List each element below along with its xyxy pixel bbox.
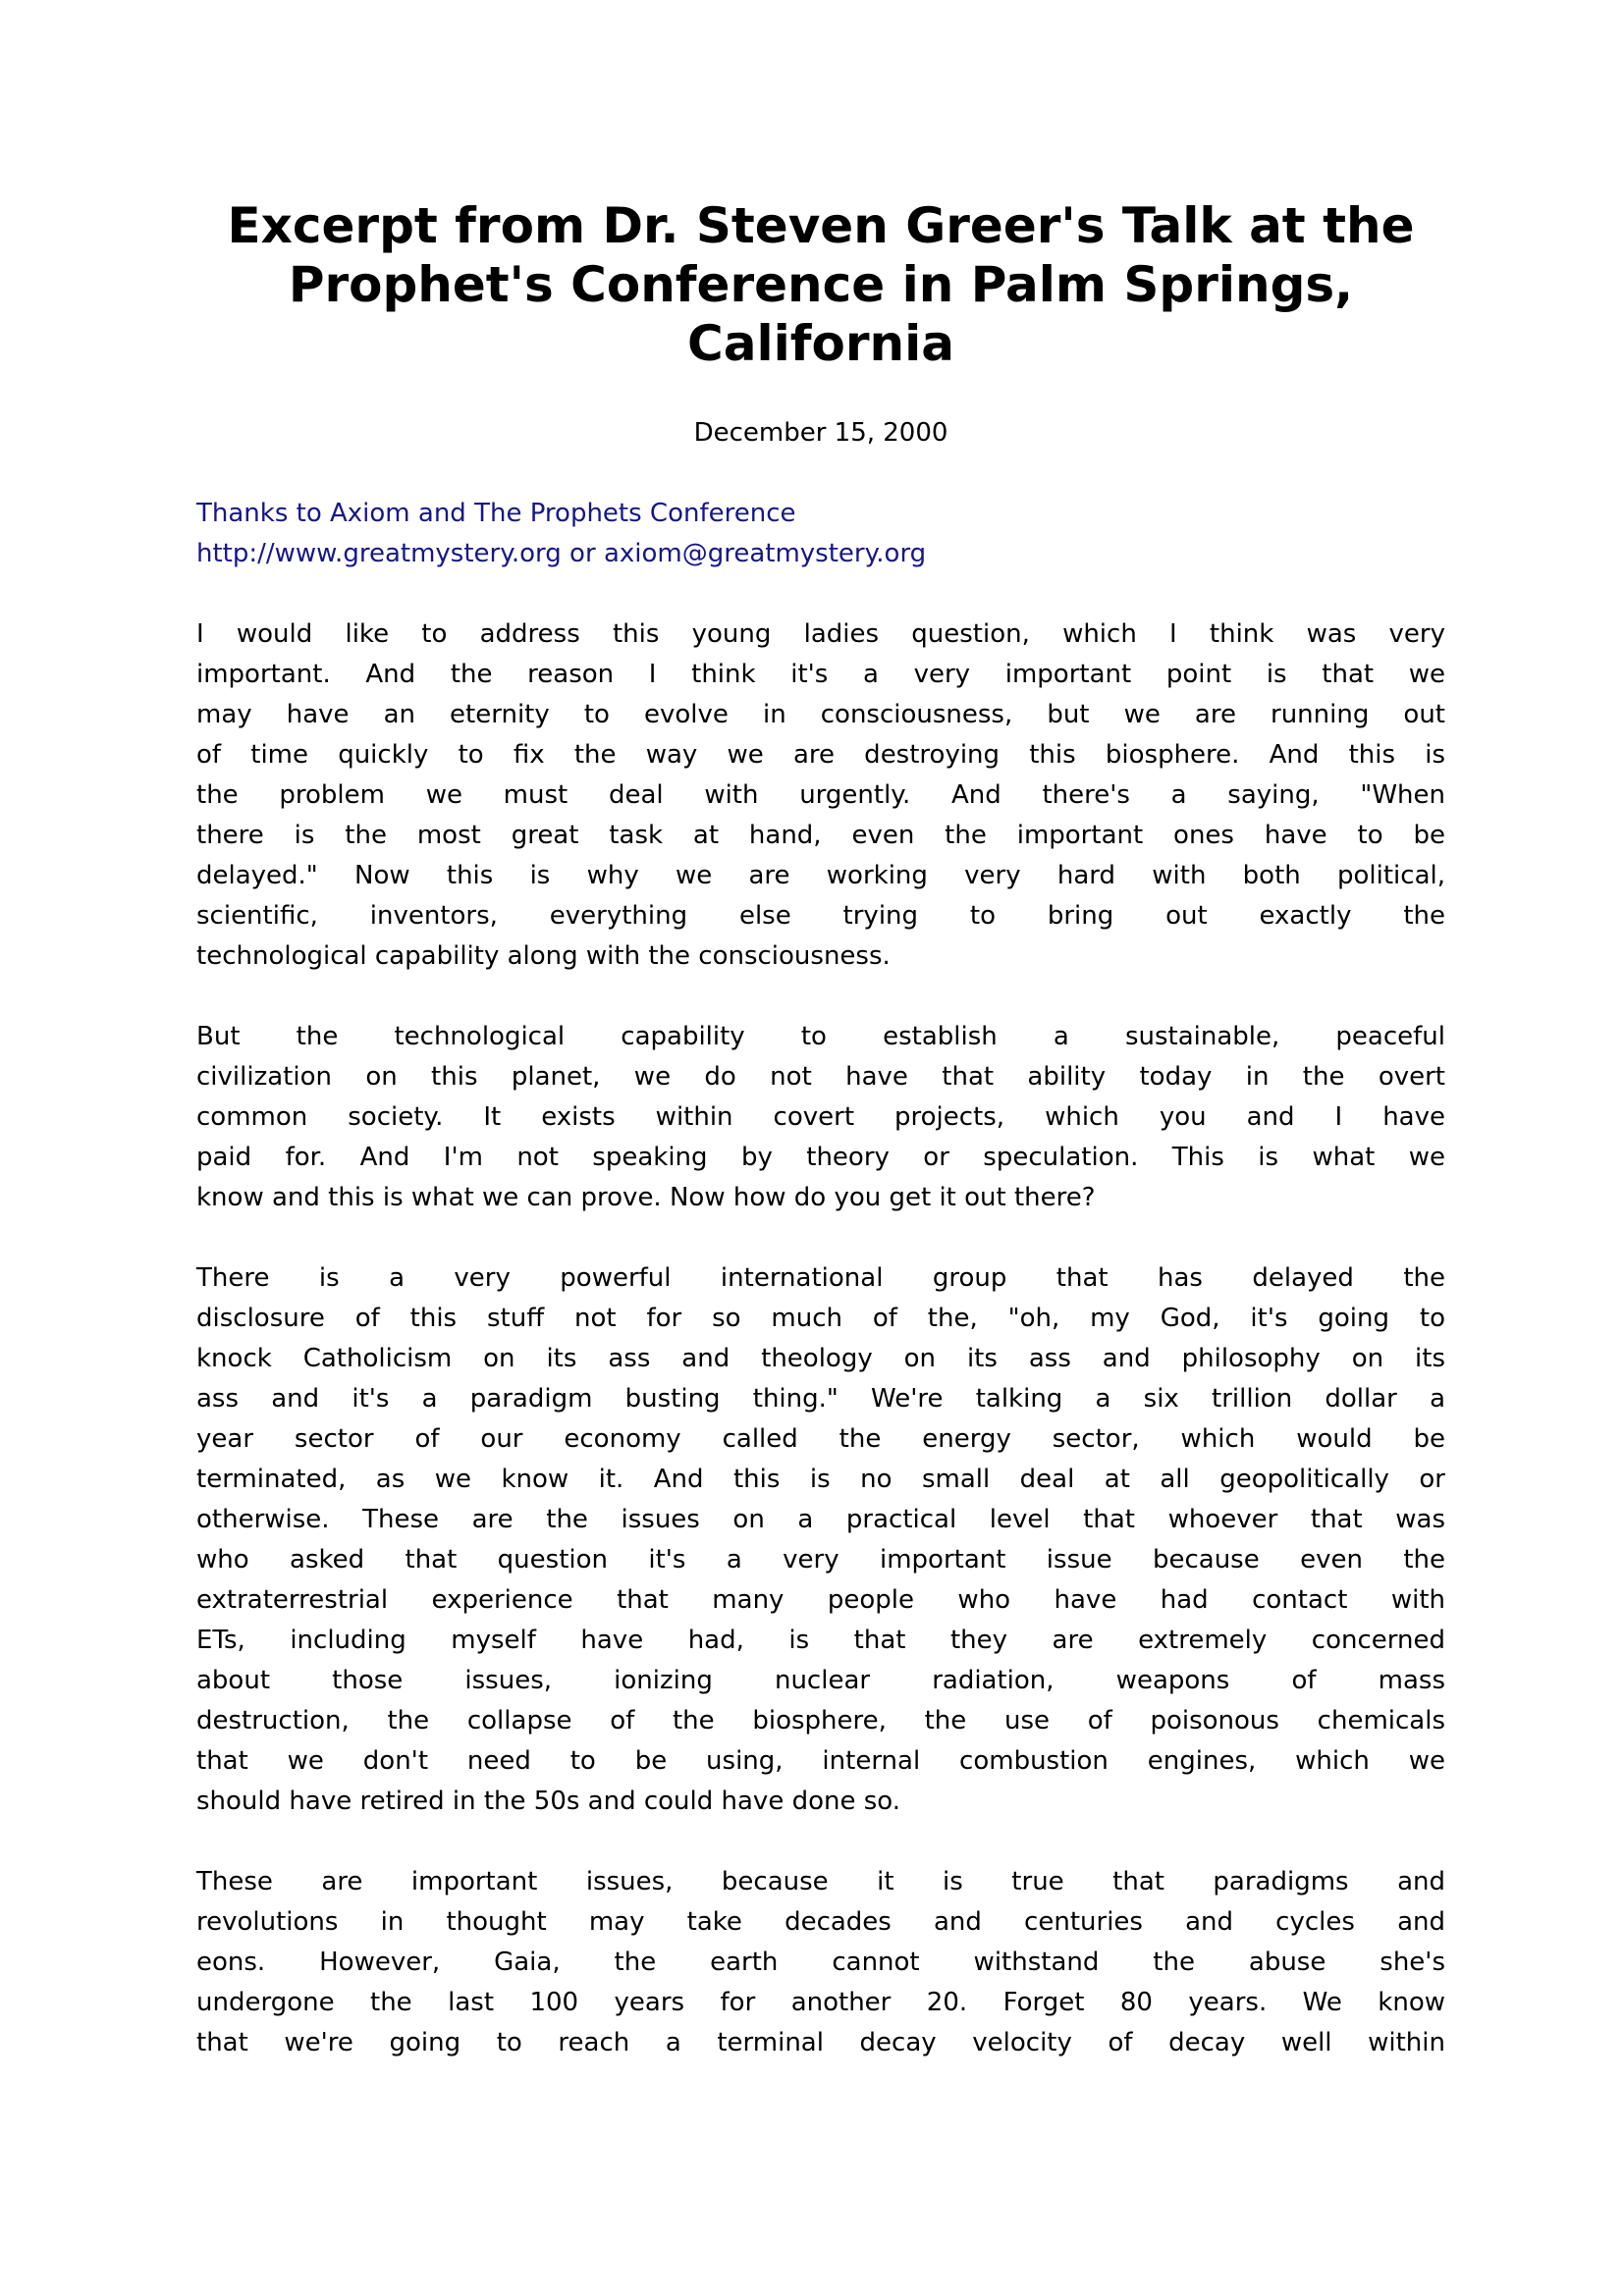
text-line: I would like to address this young ladies question, which I think was very xyxy=(196,619,1445,649)
text-line: there is the most great task at hand, even the important ones have to be xyxy=(196,821,1445,850)
text-line: who asked that question it's a very important issue because even the xyxy=(196,1545,1445,1575)
page-title xyxy=(196,196,1445,373)
paragraph xyxy=(196,1862,1445,2063)
text-line: may have an eternity to evolve in consciousness, but we are running out xyxy=(196,700,1445,729)
text-line: revolutions in thought may take decades and centuries and cycles and xyxy=(196,1907,1445,1937)
text-line: destruction, the collapse of the biosphere, the use of poisonous chemicals xyxy=(196,1706,1445,1735)
credit-links-line xyxy=(196,534,1445,574)
article-body xyxy=(196,614,1445,2063)
date-line: December 15, 2000 xyxy=(693,418,948,448)
title-line: California xyxy=(687,315,954,372)
credit-thanks-line: Thanks to Axiom and The Prophets Conference xyxy=(196,499,796,528)
paragraph xyxy=(196,1017,1445,1218)
text-line: technological capability along with the consciousness. xyxy=(196,941,891,971)
email-link[interactable]: axiom@greatmystery.org xyxy=(603,539,927,568)
text-line: important. And the reason I think it's a very important point is that we xyxy=(196,660,1445,689)
credit-block xyxy=(196,494,1445,574)
text-line: terminated, as we know it. And this is no small deal at all geopolitically or xyxy=(196,1465,1445,1494)
text-line: common society. It exists within covert projects, which you and I have xyxy=(196,1102,1445,1132)
title-line: Prophet's Conference in Palm Springs, xyxy=(288,256,1354,313)
website-link[interactable]: http://www.greatmystery.org xyxy=(196,539,562,568)
paragraph xyxy=(196,614,1445,977)
paragraph xyxy=(196,1258,1445,1822)
text-line: ass and it's a paradigm busting thing." We're talking a six trillion dollar a xyxy=(196,1384,1445,1414)
text-line: extraterrestrial experience that many people who have had contact with xyxy=(196,1585,1445,1615)
text-line: paid for. And I'm not speaking by theory or speculation. This is what we xyxy=(196,1143,1445,1172)
text-line: ETs, including myself have had, is that they are extremely concerned xyxy=(196,1626,1445,1655)
text-line: that we're going to reach a terminal decay velocity of decay well within xyxy=(196,2028,1445,2057)
text-line: of time quickly to fix the way we are destroying this biosphere. And this is xyxy=(196,740,1445,770)
title-line: Excerpt from Dr. Steven Greer's Talk at the xyxy=(227,197,1415,254)
text-line: year sector of our economy called the energy sector, which would be xyxy=(196,1424,1445,1454)
text-line: that we don't need to be using, internal combustion engines, which we xyxy=(196,1746,1445,1776)
document-content xyxy=(196,0,1445,2063)
text-line: eons. However, Gaia, the earth cannot withstand the abuse she's xyxy=(196,1948,1445,1977)
text-line: undergone the last 100 years for another 20. Forget 80 years. We know xyxy=(196,1988,1445,2017)
text-line: about those issues, ionizing nuclear radiation, weapons of mass xyxy=(196,1666,1445,1695)
link-separator: or xyxy=(561,539,604,568)
text-line: should have retired in the 50s and could have done so. xyxy=(196,1787,900,1816)
text-line: These are important issues, because it is true that paradigms and xyxy=(196,1867,1445,1896)
text-line: disclosure of this stuff not for so much of the, "oh, my God, it's going to xyxy=(196,1304,1445,1333)
text-line: the problem we must deal with urgently. And there's a saying, "When xyxy=(196,780,1445,810)
text-line: knock Catholicism on its ass and theology on its ass and philosophy on its xyxy=(196,1344,1445,1373)
text-line: delayed." Now this is why we are working very hard with both political, xyxy=(196,861,1445,890)
text-line: know and this is what we can prove. Now how do you get it out there? xyxy=(196,1183,1096,1212)
text-line: scientific, inventors, everything else trying to bring out exactly the xyxy=(196,901,1445,931)
text-line: otherwise. These are the issues on a practical level that whoever that was xyxy=(196,1505,1445,1534)
text-line: There is a very powerful international group that has delayed the xyxy=(196,1263,1445,1293)
text-line: civilization on this planet, we do not have that ability today in the overt xyxy=(196,1062,1445,1092)
text-line: But the technological capability to establish a sustainable, peaceful xyxy=(196,1022,1445,1051)
